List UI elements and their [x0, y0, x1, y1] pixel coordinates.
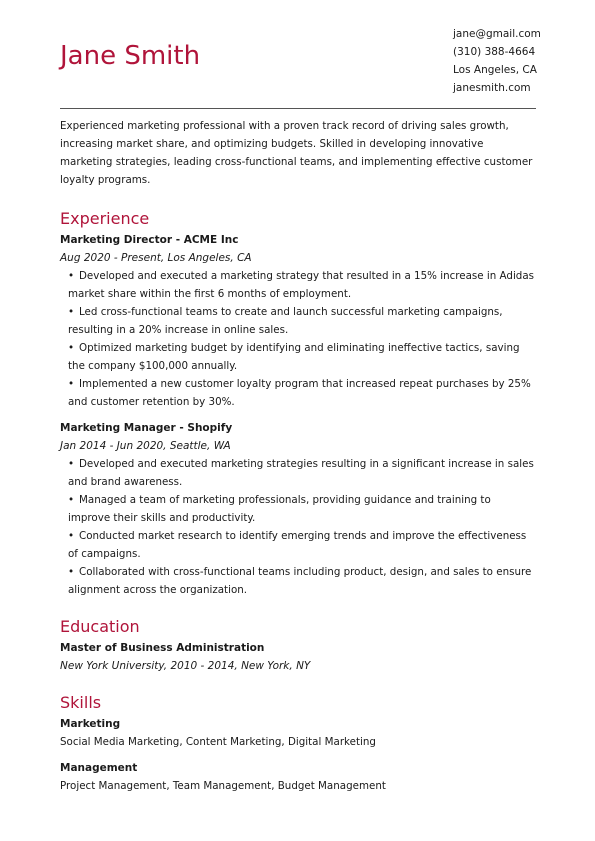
job-bullets	[60, 455, 536, 599]
contact-location: Los Angeles, CA	[453, 64, 537, 76]
job-bullets	[60, 267, 536, 411]
list-item: • Developed and executed a marketing strategy that resulted in a 15% increase in Adidas market share within the first 6 months of employment.	[68, 267, 536, 303]
skill-group	[60, 759, 536, 795]
bullet-icon: •	[68, 306, 75, 318]
skills-section	[60, 691, 536, 795]
education-meta: New York University, 2010 - 2014, New York, NY	[60, 660, 311, 672]
job-title: Marketing Manager - Shopify	[60, 422, 233, 434]
bullet-icon: •	[68, 378, 75, 390]
job-meta: Jan 2014 - Jun 2020, Seattle, WA	[60, 440, 231, 452]
job-entry	[60, 231, 536, 411]
candidate-name: Jane Smith	[60, 41, 201, 71]
experience-heading: Experience	[60, 209, 150, 228]
job-title: Marketing Director - ACME Inc	[60, 234, 239, 246]
list-item: • Optimized marketing budget by identifying and eliminating ineffective tactics, saving the company $100,000 annually.	[68, 339, 536, 375]
skills-heading: Skills	[60, 693, 102, 712]
list-item: • Implemented a new customer loyalty program that increased repeat purchases by 25% and customer retention by 30%.	[68, 375, 536, 411]
skill-group	[60, 715, 536, 751]
header-divider	[60, 108, 536, 109]
bullet-icon: •	[68, 342, 75, 354]
list-item: • Managed a team of marketing professionals, providing guidance and training to improve their skills and productivity.	[68, 491, 536, 527]
contact-phone: (310) 388-4664	[453, 46, 536, 58]
bullet-icon: •	[68, 270, 75, 282]
education-section	[60, 615, 536, 675]
skill-group-items: Project Management, Team Management, Budget Management	[60, 780, 386, 792]
professional-summary: Experienced marketing professional with a proven track record of driving sales growth, increasing market share, and optimizing budgets. Skilled in developing innovative marketing strategies, leading cross-functional teams, and implementing effective customer loyalty programs.	[60, 120, 533, 186]
bullet-icon: •	[68, 530, 75, 542]
degree-title: Master of Business Administration	[60, 642, 265, 654]
list-item: • Conducted market research to identify emerging trends and improve the effectiveness of campaigns.	[68, 527, 536, 563]
resume-content	[60, 117, 536, 795]
education-heading: Education	[60, 617, 140, 636]
job-meta: Aug 2020 - Present, Los Angeles, CA	[60, 252, 252, 264]
bullet-icon: •	[68, 494, 75, 506]
contact-block	[453, 25, 541, 97]
skill-group-title: Management	[60, 762, 138, 774]
job-entry	[60, 419, 536, 599]
contact-website[interactable]: janesmith.com	[453, 82, 531, 94]
list-item: • Led cross-functional teams to create and launch successful marketing campaigns, resulting in a 20% increase in online sales.	[68, 303, 536, 339]
experience-section	[60, 207, 536, 599]
bullet-icon: •	[68, 458, 75, 470]
list-item: • Developed and executed marketing strategies resulting in a significant increase in sales and brand awareness.	[68, 455, 536, 491]
skill-group-items: Social Media Marketing, Content Marketing, Digital Marketing	[60, 736, 376, 748]
contact-email[interactable]: jane@gmail.com	[453, 28, 541, 40]
bullet-icon: •	[68, 566, 75, 578]
skill-group-title: Marketing	[60, 718, 121, 730]
list-item: • Collaborated with cross-functional teams including product, design, and sales to ensure alignment across the organization.	[68, 563, 536, 599]
